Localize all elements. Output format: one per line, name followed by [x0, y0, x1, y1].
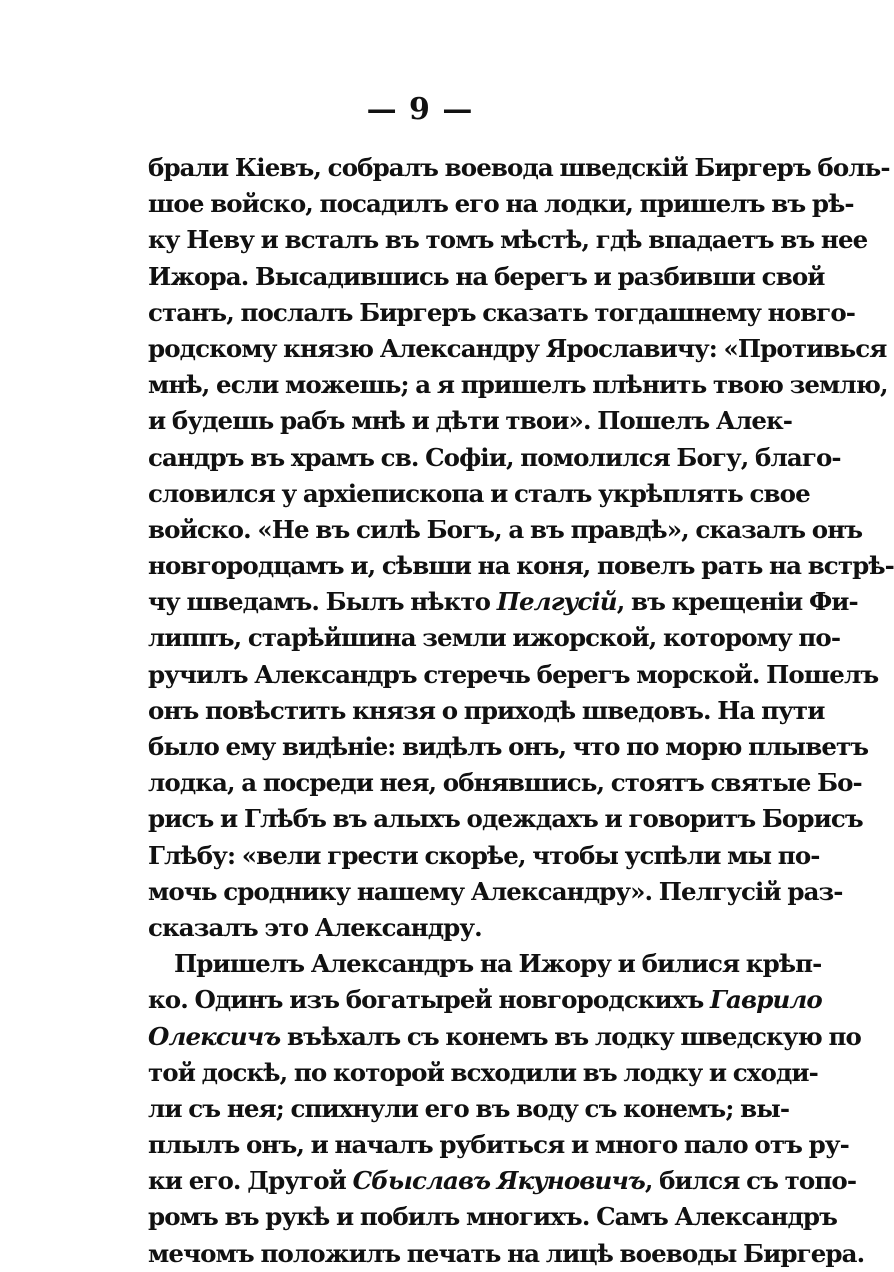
text-line: новгородцамъ и, сѣвши на коня, повелъ рать на встрѣ- — [148, 551, 894, 581]
text-line: мечомъ положилъ печать на лицѣ воеводы Биргера. — [148, 1238, 865, 1268]
text-line: брали Кіевъ, собралъ воевода шведскій Биргеръ боль- — [148, 153, 890, 182]
text-line: войско. «Не въ силѣ Богъ, а въ правдѣ», сказалъ онъ — [148, 514, 863, 544]
text-line: станъ, послалъ Биргеръ сказать тогдашнему новго- — [148, 297, 856, 327]
person-name-italic: Сбыславъ Якуновичъ — [352, 1166, 645, 1196]
text-line: сказалъ это Александру. — [148, 912, 482, 942]
text-line: родскому князю Александру Ярославичу: «Противься — [148, 333, 887, 363]
text-line: плылъ онъ, и началъ рубиться и много пало отъ ру- — [148, 1130, 849, 1160]
text-line: Ижора. Высадившись на берегъ и разбивши свой — [148, 261, 825, 291]
text-line — [148, 584, 858, 620]
text-line: словился у архіепископа и сталъ укрѣплять свое — [148, 478, 810, 508]
person-name-italic: Гаврило — [710, 985, 822, 1015]
text-run: , въ крещеніи Фи- — [616, 587, 858, 617]
text-line: было ему видѣніе: видѣлъ онъ, что по морю плыветъ — [148, 732, 869, 761]
text-line: сандръ въ храмъ св. Софіи, помолился Богу, благо- — [148, 442, 841, 472]
text-line: ку Неву и всталъ въ томъ мѣстѣ, гдѣ впадаетъ въ нее — [148, 225, 868, 255]
text-line: мнѣ, если можешь; а я пришелъ плѣнить твою землю, — [148, 370, 888, 400]
text-line: ромъ въ рукѣ и побилъ многихъ. Самъ Александръ — [148, 1202, 838, 1232]
text-line: ручилъ Александръ стеречь берегъ морской. Пошелъ — [148, 659, 879, 689]
text-line: мочь сроднику нашему Александру». Пелгусій раз- — [148, 876, 843, 906]
text-line: Пришелъ Александръ на Ижору и билися крѣп- — [174, 949, 822, 979]
text-line: той доскѣ, по которой всходили въ лодку и сходи- — [148, 1057, 818, 1087]
text-line: онъ повѣстить князя о приходѣ шведовъ. На пути — [148, 695, 825, 725]
text-line — [148, 1163, 857, 1199]
text-line: и будешь рабъ мнѣ и дѣти твои». Пошелъ Алек- — [148, 406, 793, 436]
text-line — [148, 1019, 861, 1055]
text-run: ко. Одинъ изъ богатырей новгородскихъ — [148, 985, 711, 1015]
text-run: въѣхалъ съ конемъ въ лодку шведскую по — [280, 1021, 861, 1051]
text-line: липпъ, старѣйшина земли ижорской, которому по- — [148, 623, 841, 653]
page-number: — 9 — — [366, 92, 474, 127]
text-line: рисъ и Глѣбъ въ алыхъ одеждахъ и говоритъ Борисъ — [148, 804, 863, 834]
text-line: Глѣбу: «вели грести скорѣе, чтобы успѣли мы по- — [148, 840, 820, 870]
text-line: ли съ нея; спихнули его въ воду съ конемъ; вы- — [148, 1093, 790, 1123]
person-name-italic: Пелгусій — [496, 587, 617, 617]
text-run: чу шведамъ. Былъ нѣкто — [148, 587, 497, 617]
text-line: лодка, а посреди нея, обнявшись, стоятъ святые Бо- — [148, 768, 862, 798]
text-line: шое войско, посадилъ его на лодки, пришелъ въ рѣ- — [148, 189, 854, 219]
text-line — [148, 982, 822, 1018]
text-run: , бился съ топо- — [644, 1166, 857, 1196]
person-name-italic: Олексичъ — [148, 1021, 281, 1051]
text-run: ки его. Другой — [148, 1166, 353, 1196]
body-text — [148, 150, 894, 1272]
